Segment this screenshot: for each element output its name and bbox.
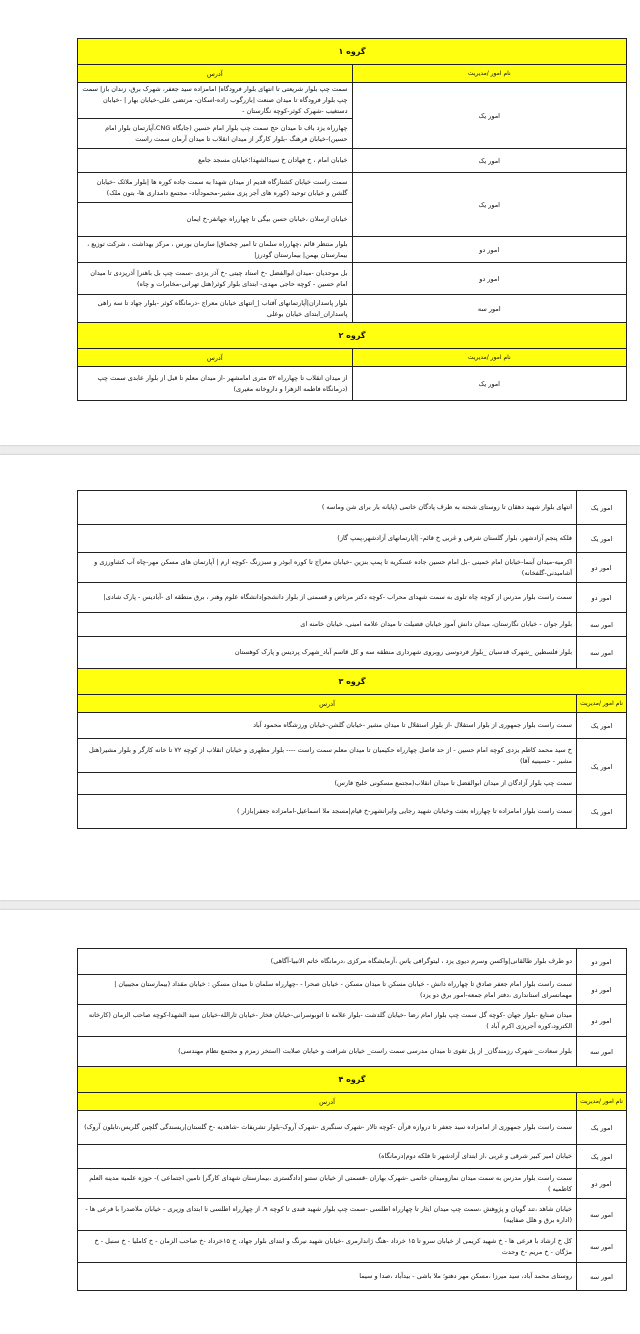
outage-table-2 xyxy=(77,490,627,829)
row-category: امور دو xyxy=(352,237,627,263)
table-row xyxy=(78,795,627,829)
group-title: گروه ۱ xyxy=(78,39,627,65)
document-page-2 xyxy=(0,455,640,900)
row-address: فلکه پنجم آزادشهر، بلوار گلستان شرقی و غربی خ قائم- |آپارتمانهای آزادشهر،پمپ گاز) xyxy=(78,525,577,553)
group-title-row xyxy=(78,1067,627,1093)
header-category: نام امور /مدیریت xyxy=(577,1093,627,1111)
table-row xyxy=(78,1111,627,1145)
row-address: سمت راست بلوار مدرس به سمت میدان نمازومیدان خاتمی -شهرک بهاران -قسمتی از خیابان ستنو |دادگستری ،بیمارستان شهدای کارگر| تامین اجتماعی )- حوزه علمیه مدینه العلم کاظمیه ) xyxy=(78,1169,577,1199)
group-title-row xyxy=(78,39,627,65)
row-category: امور یک xyxy=(577,1145,627,1169)
table-row xyxy=(78,1199,627,1231)
table-row xyxy=(78,713,627,739)
row-category: امور سه xyxy=(577,637,627,669)
row-address: خیابان شاهد ،تند گویان و پژوهش ،سمت چپ میدان ایثار تا چهارراه اطلسی -سمت چپ بلوار شهید فندی تا کوچه ۹، از چهارراه اطلسی تا ابتدای وزیری - خیابان ملاصدرا با فرعی ها -(اداره برق و هلل صفاییه) xyxy=(78,1199,577,1231)
table-row xyxy=(78,295,627,323)
group-title: گروه ۳ xyxy=(78,669,627,695)
row-address: بلوار پاسداران|آپارتمانهای آفتاب |_انتهای خیابان معراج -درمانگاه کوثر -بلوار جهاد تا سه راهی پاسداران_ابتدای خیابان بوعلی xyxy=(78,295,353,323)
table-row xyxy=(78,613,627,637)
row-category: امور یک xyxy=(352,149,627,173)
row-address: خ سید محمد کاظم یزدی کوچه امام حسین - از حد فاصل چهارراه حکیمیان تا میدان معلم سمت راست ---- بلوار مطهری و خیابان انقلاب از کوچه ۷۲ تا خانه کارگر و بلوار مشیر(هتل مشیر - حسینیه آقا) xyxy=(78,739,577,773)
row-address: دو طرف بلوار طالقانی|واکسن وسرم دیوی یزد ، لیتوگرافی یاس ،آزمایشگاه مرکزی ،درمانگاه خاتم الانبیا-آگاهی) xyxy=(78,949,577,975)
row-address: سمت راست خیابان کشتارگاه قدیم از میدان شهدا به سمت جاده کوره ها |بلوار ملائک -خیابان گلشن و خیابان توحید (کوره های آجر پزی مشیر-محمودآباد- مجتمع دامداری ها- بتون ملک) xyxy=(78,173,353,203)
table-row xyxy=(78,975,627,1005)
row-address: از میدان انقلاب تا چهارراه ۵۲ متری امامشهر -از میدان معلم تا قبل از بلوار عابدی سمت چپ (درمانگاه فاطمه الزهرا و داروخانه مغیری) xyxy=(78,367,353,401)
row-address: خیابان امام ، خ فهادان خ سیدالشهدا؛خیابان مسجد جامع xyxy=(78,149,353,173)
table-header-row xyxy=(78,65,627,83)
row-category: امور یک xyxy=(352,83,627,149)
row-address: روستای محمد آباد، سید میرزا ،مسکن مهر دهنو؛ ملا باشی - بیدآباد ،صدا و سیما xyxy=(78,1263,577,1291)
row-category: امور یک xyxy=(352,367,627,401)
row-address: بلوار سعادت_ شهرک رزمندگان_ از پل تقوی تا میدان مدرسی سمت راست_ خیابان شرافت و خیابان صلابت (استخر زمزم و مجتمع نظام مهندسی) xyxy=(78,1037,577,1067)
row-address: چهارراه یزد باف تا میدان حج سمت چپ بلوار امام حسین (جایگاه CNG،آپارتمان بلوار امام حسین)-خیابان فرهنگ -بلوار کارگر از میدان انقلاب تا میدان آرمان سمت راست xyxy=(78,119,353,149)
document-page-1 xyxy=(0,0,640,445)
table-row xyxy=(78,149,627,173)
table-row xyxy=(78,237,627,263)
row-address: سمت راست بلوار امامزاده تا چهارراه بعثت وخیابان شهید رجایی وابرانشهر-خ قیام|مسجد ملا اسماعیل-امامزاده جعفر|بازار ) xyxy=(78,795,577,829)
table-row xyxy=(78,1145,627,1169)
row-address: بلوار فلسطین _شهرک قدسیان _بلوار فردوسی روبروی شهرداری منطقه سه و کل قاسم آباد_شهرک پردیس و پارک کوهستان xyxy=(78,637,577,669)
header-address: آدرس xyxy=(78,695,577,713)
header-address: آدرس xyxy=(78,349,353,367)
outage-table-1 xyxy=(77,38,627,401)
table-row xyxy=(78,1263,627,1291)
table-header-row xyxy=(78,695,627,713)
row-category: امور سه xyxy=(577,1231,627,1263)
group-title-row xyxy=(78,669,627,695)
table-header-row xyxy=(78,1093,627,1111)
table-row xyxy=(78,1037,627,1067)
table-header-row xyxy=(78,349,627,367)
row-address: انتهای بلوار شهید دهقان تا روستای شحنه به طرف پادگان خاتمی (پایانه بار برای شن وماسه ) xyxy=(78,491,577,525)
table-row xyxy=(78,583,627,613)
table-row xyxy=(78,525,627,553)
table-row xyxy=(78,173,627,203)
group-title: گروه ۲ xyxy=(78,323,627,349)
header-address: آدرس xyxy=(78,1093,577,1111)
row-category: امور یک xyxy=(577,491,627,525)
row-category: امور یک xyxy=(577,1111,627,1145)
group-title: گروه ۴ xyxy=(78,1067,627,1093)
row-category: امور دو xyxy=(577,949,627,975)
row-category: امور سه xyxy=(352,295,627,323)
row-address: سمت راست بلوار جمهوری از بلوار استقلال -از بلوار استقلال تا میدان مشیر -خیابان گلشن-خیابان ورزشگاه محمود آباد xyxy=(78,713,577,739)
row-category: امور سه xyxy=(577,1263,627,1291)
row-address: سمت راست بلوار مدرس از کوچه چاه تلوی به سمت شهدای محراب -کوچه دکتر مرتاض و قسمتی از بلوار دانشجو|دانشگاه علوم وهنر ، برق منطقه ای -آبادیس - پارک شادی| xyxy=(78,583,577,613)
row-address: سمت راست بلوار امام جعفر صادق تا چهارراه دانش - خیابان مسکن تا میدان مسکن - خیابان صحرا - -چهارراه سلمان تا میدان مسکن : خیابان مقداد (بیمارستان مجیبیان | مهمانسرای استانداری ،دفتر امام جمعه-امور برق دو یزد) xyxy=(78,975,577,1005)
table-row xyxy=(78,739,627,773)
row-address: میدان صنایع -بلوار جهان -کوچه گل سمت چپ بلوار امام رضا -خیابان گلدشت -بلوار علامه تا اتوبوسرانی-خیابان فخار -خیابان ثارالله-خیابان سید الشهدا-کوچه صاحب الزمان (کارخانه الکترود،کوره آجرپزی اکرم آباد ) xyxy=(78,1005,577,1037)
row-category: امور دو xyxy=(352,263,627,295)
row-address: بل موحدیان -میدان ابوالفضل -خ استاد چیتی -خ آذر یزدی -سمت چپ بل باهنر| آذریزدی تا میدان امام حسین - کوچه حاجی مهدی- ابتدای بلوار کوثر(هتل تهرانی-مخابرات و چاه) xyxy=(78,263,353,295)
row-category: امور دو xyxy=(577,975,627,1005)
row-category: امور یک xyxy=(577,739,627,795)
row-address: کل خ ارشاد با فرعی ها - خ شهید کریمی از خیابان سرو تا ۱۵ خرداد -هنگ ژاندارمری -خیابان شهید نیرنگ و ابتدای بلوار جهاد، خ ۱۵خرداد -خ صاحب الزمان - خ کاملیا - خ سنبل - خ مژگان - خ مریم -خ وحدت xyxy=(78,1231,577,1263)
row-category: امور دو xyxy=(577,1005,627,1037)
row-category: امور سه xyxy=(577,613,627,637)
row-address: بلوار منتظر قائم ،چهارراه سلمان تا امیر چخماق| سازمان بورس ، مرکز بهداشت ، شرکت توزیع ، بیمارستان بهمن| بیمارستان گودرز| xyxy=(78,237,353,263)
header-category: نام امور /مدیریت xyxy=(352,349,627,367)
table-row xyxy=(78,553,627,583)
row-category: امور سه xyxy=(577,1037,627,1067)
table-row xyxy=(78,83,627,119)
row-address: بلوار جوان - خیابان نگارستان، میدان دانش آموز خیابان فضیلت تا میدان علامه امینی، خیابان خامنه ای xyxy=(78,613,577,637)
row-category: امور یک xyxy=(352,173,627,237)
document-page-3 xyxy=(0,910,640,1334)
row-address: سمت راست بلوار جمهوری از امامزاده سید جعفر تا دروازه قرآن -کوچه تالار -شهرک سنگبری -شهرک آروک-بلوار تشریفات -شاهدیه -خ گلستان|ریسندگی گلچین گلریس،تابلون آروک) xyxy=(78,1111,577,1145)
row-category: امور دو xyxy=(577,553,627,583)
header-address: آدرس xyxy=(78,65,353,83)
table-row xyxy=(78,637,627,669)
group-title-row xyxy=(78,323,627,349)
header-category: نام امور /مدیریت xyxy=(577,695,627,713)
table-row xyxy=(78,263,627,295)
header-category: نام امور /مدیریت xyxy=(352,65,627,83)
row-address: اکرمیه-میدان آبنما-خیابان امام خمینی -بل امام حسین جاده عسکریه تا پمپ بنزین -خیابان معراج تا کوره ابوذر و سبزرنگ -کوچه ارم | آپارتمان های مسکن مهر-چاه آب کشاورزی و آشامیدنی-گلفخانه) xyxy=(78,553,577,583)
row-address: سمت چپ بلوار شریعتی تا انتهای بلوار فرودگاه| امامزاده سید جعفر، شهرک برق، زندان باز| سمت چپ بلوار فرودگاه تا میدان صنعت |بازرگوب زاده-اسکان- مرتضی علی-خیابان بهار | -خیابان دستغیب -شهرک کوثر-کوچه نگارستان - xyxy=(78,83,353,119)
row-category: امور یک xyxy=(577,795,627,829)
row-category: امور سه xyxy=(577,1199,627,1231)
table-row xyxy=(78,367,627,401)
row-address: سمت چپ بلوار آزادگان از میدان ابوالفضل تا میدان انقلاب(مجتمع مسکونی خلیج فارس) xyxy=(78,773,577,795)
table-row xyxy=(78,1231,627,1263)
table-row xyxy=(78,1005,627,1037)
row-category: امور دو xyxy=(577,583,627,613)
row-address: خیابان امیر کبیر شرقی و غربی ،از ابتدای آزادشهر تا فلکه دوم|درمانگاه) xyxy=(78,1145,577,1169)
outage-table-3 xyxy=(77,948,627,1291)
row-category: امور یک xyxy=(577,713,627,739)
row-category: امور دو xyxy=(577,1169,627,1199)
table-row xyxy=(78,949,627,975)
row-address: خیابان ارسلان ،خیابان حسن بیگی تا چهارراه جهانفر-خ ایمان xyxy=(78,203,353,237)
table-row xyxy=(78,773,627,795)
table-row xyxy=(78,491,627,525)
table-row xyxy=(78,1169,627,1199)
row-category: امور یک xyxy=(577,525,627,553)
